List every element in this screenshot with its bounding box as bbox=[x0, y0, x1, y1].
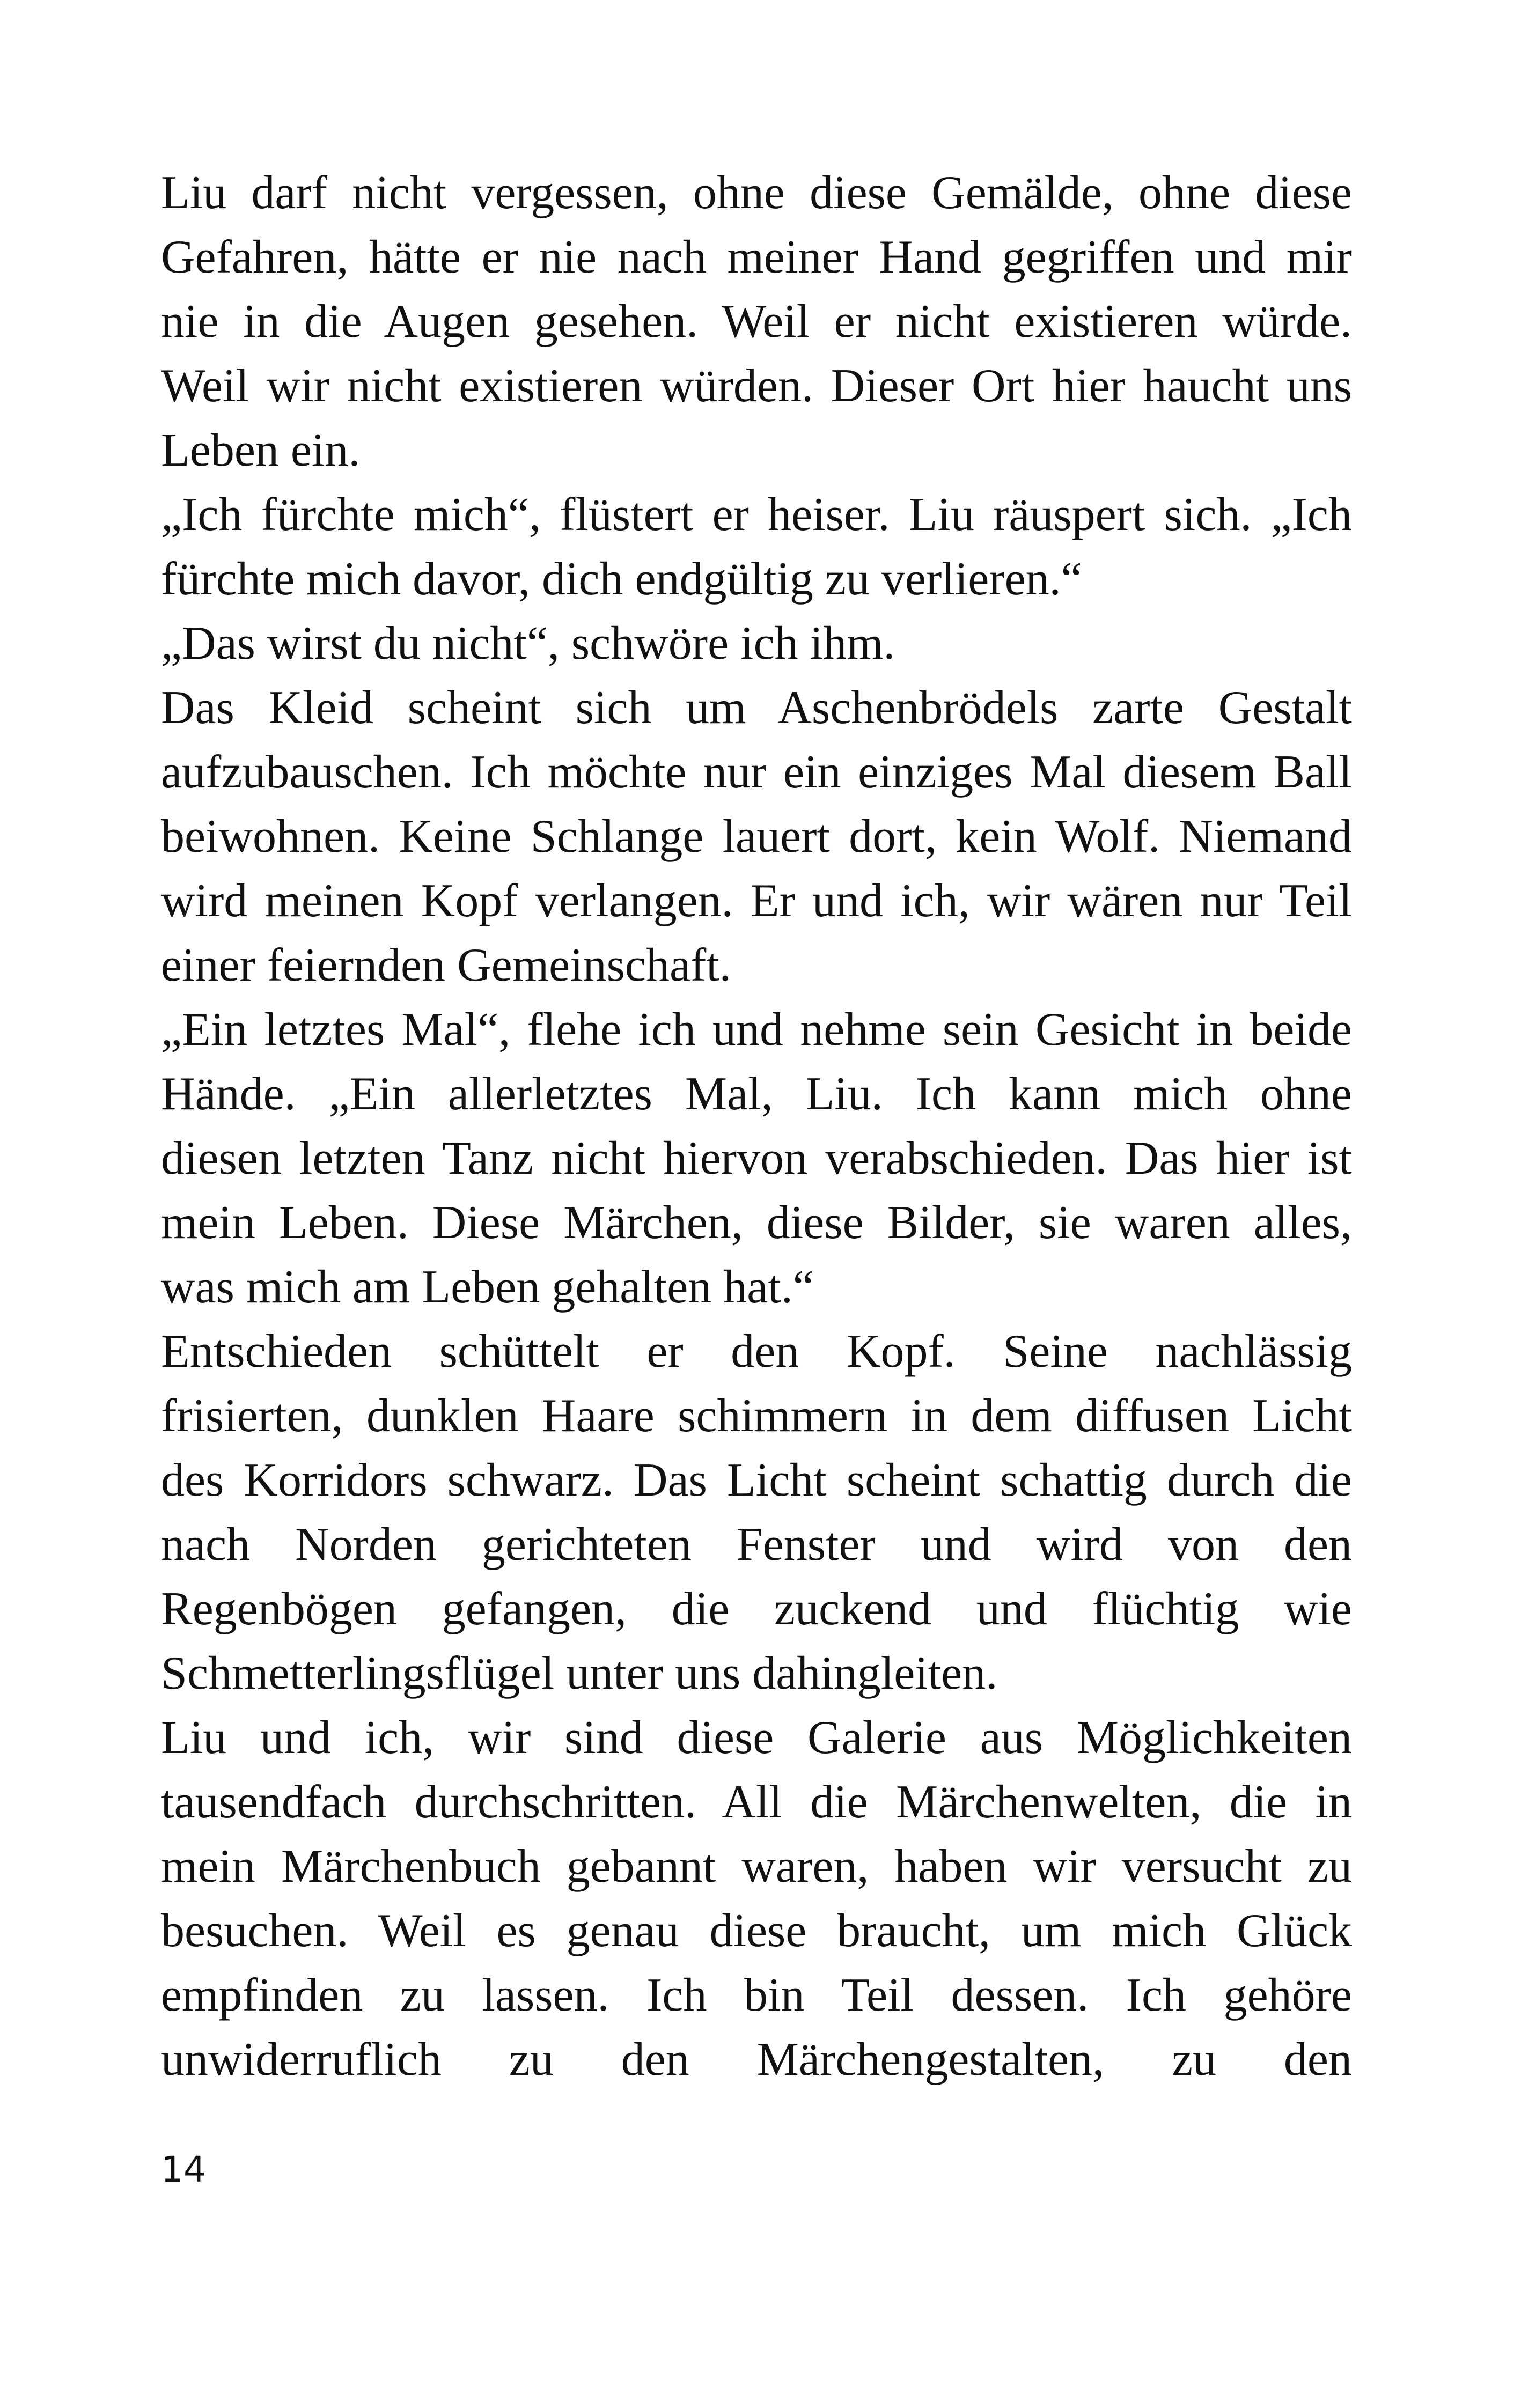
text-line: mein Märchenbuch gebannt waren, haben wir versucht zu bbox=[161, 1840, 1352, 1892]
text-line: mein Leben. Diese Märchen, diese Bilder, sie waren alles, bbox=[161, 1197, 1352, 1249]
text-line: wird meinen Kopf verlangen. Er und ich, wir wären nur Teil bbox=[161, 875, 1352, 927]
text-line: aufzubauschen. Ich möchte nur ein einziges Mal diesem Ball bbox=[161, 746, 1352, 798]
text-line: tausendfach durchschritten. All die Märchenwelten, die in bbox=[161, 1776, 1352, 1828]
text-line: „Das wirst du nicht“, schwöre ich ihm. bbox=[161, 617, 895, 669]
text-line: nie in die Augen gesehen. Weil er nicht existieren würde. bbox=[161, 296, 1352, 348]
text-line: Liu und ich, wir sind diese Galerie aus Möglichkeiten bbox=[161, 1712, 1352, 1764]
text-line: nach Norden gerichteten Fenster und wird von den bbox=[161, 1519, 1352, 1571]
text-line: was mich am Leben gehalten hat.“ bbox=[161, 1261, 814, 1313]
text-line: unwiderruflich zu den Märchengestalten, zu den bbox=[161, 2034, 1352, 2086]
text-line: Hände. „Ein allerletztes Mal, Liu. Ich kann mich ohne bbox=[161, 1068, 1352, 1120]
text-line: diesen letzten Tanz nicht hiervon verabschieden. Das hier ist bbox=[161, 1132, 1352, 1184]
text-line: Leben ein. bbox=[161, 424, 361, 476]
text-line: Das Kleid scheint sich um Aschenbrödels zarte Gestalt bbox=[161, 682, 1352, 734]
text-line: empfinden zu lassen. Ich bin Teil dessen. Ich gehöre bbox=[161, 1969, 1352, 2021]
text-line: Weil wir nicht existieren würden. Dieser Ort hier haucht uns bbox=[161, 360, 1352, 412]
text-line: besuchen. Weil es genau diese braucht, um mich Glück bbox=[161, 1905, 1352, 1957]
text-line: Liu darf nicht vergessen, ohne diese Gemälde, ohne diese bbox=[161, 167, 1352, 219]
text-line: beiwohnen. Keine Schlange lauert dort, kein Wolf. Niemand bbox=[161, 811, 1352, 863]
text-line: des Korridors schwarz. Das Licht scheint schattig durch die bbox=[161, 1454, 1352, 1506]
text-line: Entschieden schüttelt er den Kopf. Seine nachlässig bbox=[161, 1325, 1352, 1378]
text-line: Schmetterlingsflügel unter uns dahingleiten. bbox=[161, 1647, 998, 1699]
text-line: Gefahren, hätte er nie nach meiner Hand gegriffen und mir bbox=[161, 231, 1352, 283]
text-line: fürchte mich davor, dich endgültig zu verlieren.“ bbox=[161, 553, 1082, 605]
text-line: Regenbögen gefangen, die zuckend und flüchtig wie bbox=[161, 1583, 1352, 1635]
text-line: „Ich fürchte mich“, flüstert er heiser. Liu räuspert sich. „Ich bbox=[161, 489, 1352, 541]
page-number: 14 bbox=[161, 2149, 206, 2190]
text-line: einer feiernden Gemeinschaft. bbox=[161, 939, 731, 991]
body-text bbox=[161, 161, 1352, 2092]
text-line: frisierten, dunklen Haare schimmern in dem diffusen Licht bbox=[161, 1390, 1352, 1442]
text-line: „Ein letztes Mal“, flehe ich und nehme sein Gesicht in beide bbox=[161, 1004, 1352, 1056]
